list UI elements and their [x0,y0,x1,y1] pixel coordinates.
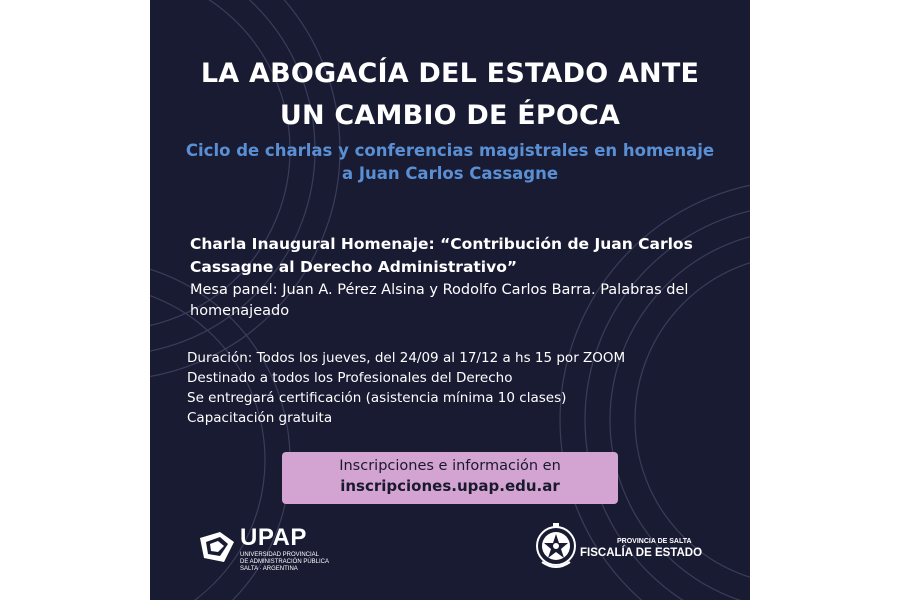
poster-title-line-2: UN CAMBIO DE ÉPOCA [279,100,621,131]
registration-box [282,452,618,504]
upap-subtitle-1: UNIVERSIDAD PROVINCIAL [240,552,320,558]
talk-heading-line-1: Charla Inaugural Homenaje: “Contribución de Juan Carlos [190,235,693,253]
decorative-circles [150,0,750,600]
panel-line-2: homenajeado [190,303,290,319]
upap-subtitle-3: SALTA · ARGENTINA [240,566,298,572]
upap-logo [198,522,338,572]
fiscalia-name: FISCALÍA DE ESTADO [580,547,703,559]
panel-line-1: Mesa panel: Juan A. Pérez Alsina y Rodolfo Carlos Barra. Palabras del [190,282,689,298]
poster-title-line-1: LA ABOGACÍA DEL ESTADO ANTE [200,58,700,89]
registration-label: Inscripciones e información en [339,458,561,474]
fiscalia-logo [534,522,704,576]
upap-subtitle-2: DE ADMINISTRACIÓN PÚBLICA [240,559,330,565]
seal-icon [534,522,578,572]
event-poster [150,0,750,600]
poster-subtitle-line-2: a Juan Carlos Cassagne [341,164,559,183]
detail-audience: Destinado a todos los Profesionales del Derecho [187,370,513,386]
detail-duration: Duración: Todos los jueves, del 24/09 al 17/12 a hs 15 por ZOOM [187,350,626,366]
upap-name: UPAP [240,524,307,551]
registration-link[interactable]: inscripciones.upap.edu.ar [340,477,560,495]
poster-subtitle-line-1: Ciclo de charlas y conferencias magistrales en homenaje [185,141,715,160]
fiscalia-province: PROVINCIA DE SALTA [617,538,692,545]
upap-emblem-icon [198,528,236,566]
detail-certification: Se entregará certificación (asistencia mínima 10 clases) [187,390,567,406]
detail-free: Capacitación gratuita [187,410,333,426]
talk-heading-line-2: Cassagne al Derecho Administrativo” [190,258,518,276]
